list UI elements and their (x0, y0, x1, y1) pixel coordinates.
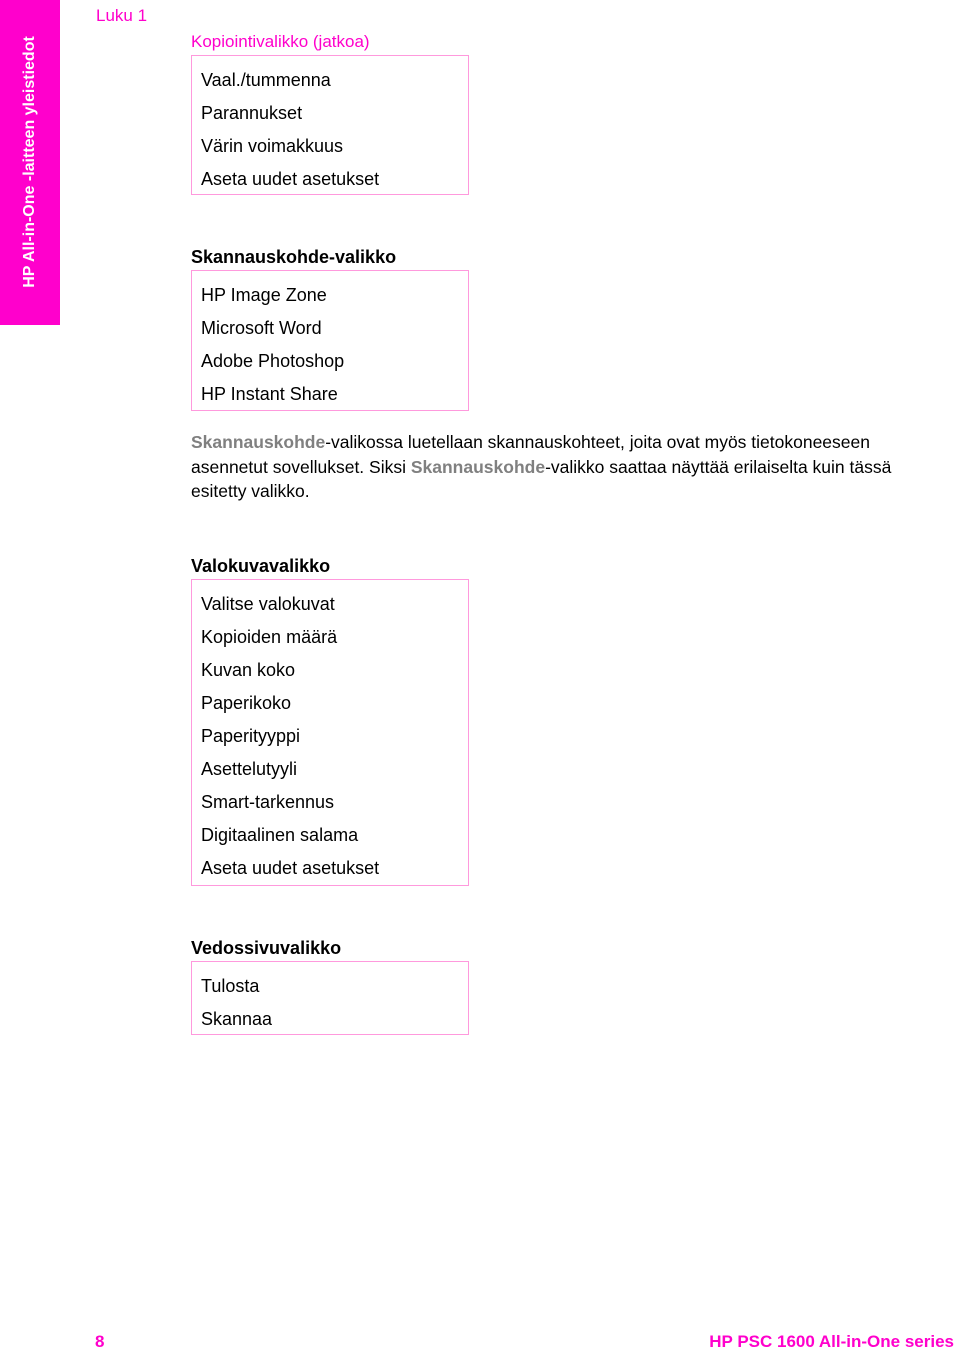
menu-item: Kopioiden määrä (201, 627, 338, 647)
menu-item: HP Image Zone (201, 285, 327, 305)
menu-item: Vaal./tummenna (201, 70, 331, 90)
menu-item: Adobe Photoshop (201, 351, 345, 371)
photo-menu-title: Valokuvavalikko (191, 556, 331, 576)
scan-menu-title: Skannauskohde-valikko (191, 247, 397, 267)
menu-name-highlight: Skannauskohde (410, 456, 546, 477)
product-name: HP PSC 1600 All-in-One series (709, 1332, 954, 1351)
side-tab-label: HP All-in-One -laitteen yleistiedot (21, 36, 38, 288)
chapter-label: Luku 1 (96, 6, 148, 25)
note-text: -valikossa luetellaan skannauskohteet, joita ovat myös tietokoneeseen asennetut sovellukset. Siksi (191, 432, 870, 477)
note-text: -valikko saattaa näyttää erilaiselta kuin tässä esitetty valikko. (191, 456, 892, 501)
menu-item: Parannukset (201, 103, 303, 123)
menu-item: Paperikoko (201, 693, 292, 713)
menu-item: Aseta uudet asetukset (201, 169, 380, 189)
menu-item: Aseta uudet asetukset (201, 858, 380, 878)
chapter-side-tab (0, 0, 60, 325)
page-number: 8 (95, 1332, 105, 1351)
menu-name-highlight: Skannauskohde (191, 432, 326, 452)
menu-item: Paperityyppi (201, 726, 301, 746)
menu-item: HP Instant Share (201, 384, 338, 404)
menu-item: Tulosta (201, 976, 260, 996)
menu-item: Digitaalinen salama (201, 825, 359, 845)
photo-menu-box (191, 579, 469, 886)
menu-item: Valitse valokuvat (201, 594, 335, 614)
copy-menu-title: Kopiointivalikko (jatkoa) (191, 32, 370, 51)
proof-menu-box (191, 961, 469, 1035)
menu-item: Asettelutyyli (201, 759, 298, 779)
menu-item: Microsoft Word (201, 318, 322, 338)
menu-item: Värin voimakkuus (201, 136, 344, 156)
scan-menu-note (191, 430, 951, 504)
proof-menu-title: Vedossivuvalikko (191, 938, 342, 958)
menu-item: Skannaa (201, 1009, 273, 1029)
menu-item: Smart-tarkennus (201, 792, 335, 812)
copy-menu-box (191, 55, 469, 195)
menu-item: Kuvan koko (201, 660, 296, 680)
scan-menu-box (191, 270, 469, 411)
